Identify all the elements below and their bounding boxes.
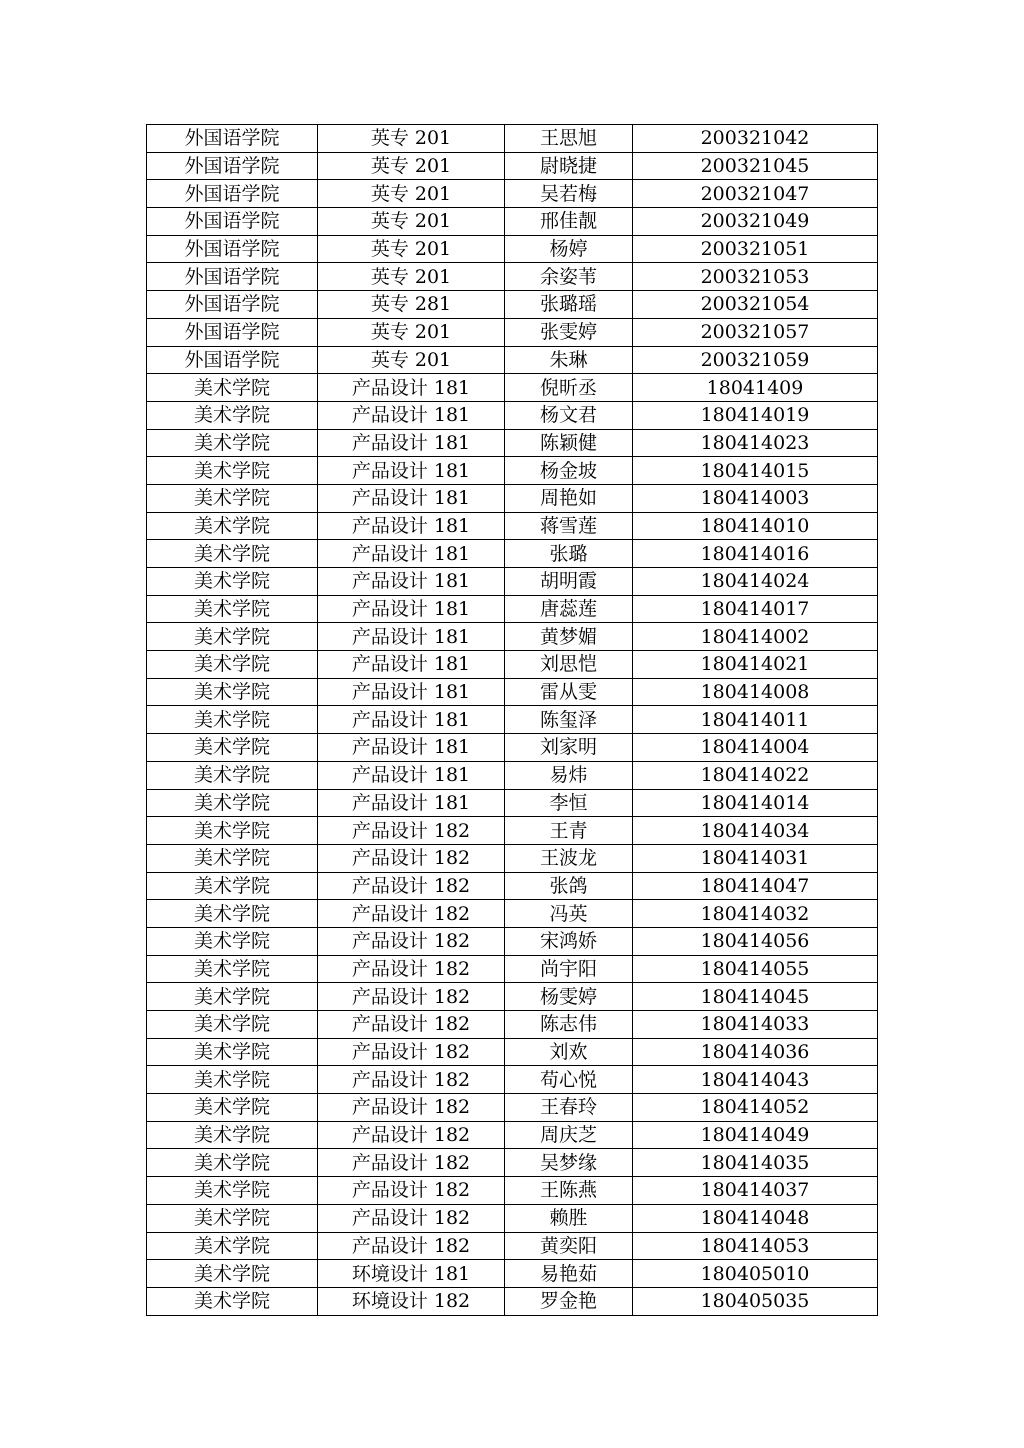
student-name-cell: 王思旭: [505, 125, 633, 153]
class-cell: 产品设计 181: [318, 734, 505, 762]
class-cell: 环境设计 181: [318, 1260, 505, 1288]
class-cell: 产品设计 182: [318, 1066, 505, 1094]
class-cell: 产品设计 181: [318, 429, 505, 457]
table-row: [147, 1260, 878, 1288]
college-cell: 外国语学院: [147, 125, 318, 153]
student-name-cell: 黄奕阳: [505, 1232, 633, 1260]
student-name-cell: 易艳茹: [505, 1260, 633, 1288]
student-id-cell: 180414036: [633, 1038, 878, 1066]
college-cell: 美术学院: [147, 1011, 318, 1039]
student-name-cell: 邢佳靓: [505, 208, 633, 236]
class-cell: 英专 201: [318, 208, 505, 236]
table-row: [147, 401, 878, 429]
student-id-cell: 180414010: [633, 512, 878, 540]
college-cell: 美术学院: [147, 900, 318, 928]
table-row: [147, 318, 878, 346]
class-cell: 英专 201: [318, 125, 505, 153]
student-name-cell: 周艳如: [505, 484, 633, 512]
student-id-cell: 180414035: [633, 1149, 878, 1177]
table-row: [147, 623, 878, 651]
table-row: [147, 180, 878, 208]
table-row: [147, 429, 878, 457]
student-id-cell: 180414004: [633, 734, 878, 762]
student-id-cell: 200321059: [633, 346, 878, 374]
college-cell: 美术学院: [147, 844, 318, 872]
table-row: [147, 789, 878, 817]
student-id-cell: 180414055: [633, 955, 878, 983]
table-row: [147, 955, 878, 983]
table-row: [147, 983, 878, 1011]
student-name-cell: 唐蕊莲: [505, 595, 633, 623]
student-id-cell: 180414049: [633, 1121, 878, 1149]
college-cell: 外国语学院: [147, 235, 318, 263]
class-cell: 产品设计 181: [318, 540, 505, 568]
college-cell: 外国语学院: [147, 318, 318, 346]
college-cell: 外国语学院: [147, 180, 318, 208]
college-cell: 外国语学院: [147, 152, 318, 180]
table-row: [147, 457, 878, 485]
college-cell: 美术学院: [147, 457, 318, 485]
college-cell: 美术学院: [147, 429, 318, 457]
student-name-cell: 张璐: [505, 540, 633, 568]
student-id-cell: 200321049: [633, 208, 878, 236]
table-row: [147, 484, 878, 512]
student-id-cell: 180414008: [633, 678, 878, 706]
student-id-cell: 180414019: [633, 401, 878, 429]
college-cell: 美术学院: [147, 983, 318, 1011]
class-cell: 产品设计 182: [318, 844, 505, 872]
class-cell: 产品设计 182: [318, 983, 505, 1011]
student-name-cell: 易炜: [505, 761, 633, 789]
student-id-cell: 180414052: [633, 1094, 878, 1122]
class-cell: 英专 201: [318, 263, 505, 291]
student-name-cell: 杨婷: [505, 235, 633, 263]
student-id-cell: 180414023: [633, 429, 878, 457]
student-id-cell: 180414016: [633, 540, 878, 568]
table-row: [147, 235, 878, 263]
student-name-cell: 王波龙: [505, 844, 633, 872]
student-id-cell: 180405010: [633, 1260, 878, 1288]
student-id-cell: 200321042: [633, 125, 878, 153]
table-row: [147, 734, 878, 762]
student-name-cell: 杨金坡: [505, 457, 633, 485]
table-row: [147, 1011, 878, 1039]
class-cell: 产品设计 181: [318, 623, 505, 651]
college-cell: 美术学院: [147, 789, 318, 817]
student-name-cell: 杨文君: [505, 401, 633, 429]
class-cell: 产品设计 181: [318, 651, 505, 679]
table-row: [147, 1204, 878, 1232]
college-cell: 美术学院: [147, 734, 318, 762]
college-cell: 美术学院: [147, 761, 318, 789]
table-row: [147, 125, 878, 153]
student-id-cell: 180414022: [633, 761, 878, 789]
table-row: [147, 651, 878, 679]
college-cell: 美术学院: [147, 1121, 318, 1149]
college-cell: 美术学院: [147, 484, 318, 512]
class-cell: 英专 201: [318, 180, 505, 208]
student-id-cell: 180414014: [633, 789, 878, 817]
college-cell: 美术学院: [147, 568, 318, 596]
table-row: [147, 1038, 878, 1066]
student-name-cell: 倪昕丞: [505, 374, 633, 402]
table-row: [147, 263, 878, 291]
class-cell: 产品设计 182: [318, 927, 505, 955]
table-row: [147, 540, 878, 568]
college-cell: 美术学院: [147, 623, 318, 651]
class-cell: 产品设计 181: [318, 484, 505, 512]
student-id-cell: 18041409: [633, 374, 878, 402]
college-cell: 美术学院: [147, 1287, 318, 1315]
student-roster-body: [147, 125, 878, 1316]
student-name-cell: 黄梦媚: [505, 623, 633, 651]
class-cell: 英专 281: [318, 291, 505, 319]
student-name-cell: 陈颖健: [505, 429, 633, 457]
student-name-cell: 刘欢: [505, 1038, 633, 1066]
table-row: [147, 927, 878, 955]
student-name-cell: 张雯婷: [505, 318, 633, 346]
table-row: [147, 595, 878, 623]
student-id-cell: 180414015: [633, 457, 878, 485]
student-id-cell: 200321053: [633, 263, 878, 291]
student-id-cell: 180414047: [633, 872, 878, 900]
table-row: [147, 872, 878, 900]
student-id-cell: 180414031: [633, 844, 878, 872]
class-cell: 英专 201: [318, 346, 505, 374]
student-name-cell: 杨雯婷: [505, 983, 633, 1011]
college-cell: 外国语学院: [147, 346, 318, 374]
college-cell: 美术学院: [147, 872, 318, 900]
class-cell: 产品设计 182: [318, 1177, 505, 1205]
college-cell: 美术学院: [147, 1204, 318, 1232]
class-cell: 英专 201: [318, 235, 505, 263]
class-cell: 产品设计 182: [318, 1094, 505, 1122]
college-cell: 美术学院: [147, 955, 318, 983]
college-cell: 外国语学院: [147, 291, 318, 319]
student-id-cell: 180414011: [633, 706, 878, 734]
table-row: [147, 844, 878, 872]
college-cell: 美术学院: [147, 1094, 318, 1122]
class-cell: 产品设计 181: [318, 568, 505, 596]
college-cell: 美术学院: [147, 512, 318, 540]
class-cell: 产品设计 182: [318, 1011, 505, 1039]
class-cell: 产品设计 181: [318, 401, 505, 429]
student-name-cell: 胡明霞: [505, 568, 633, 596]
student-id-cell: 180414053: [633, 1232, 878, 1260]
student-name-cell: 陈志伟: [505, 1011, 633, 1039]
table-row: [147, 1121, 878, 1149]
student-id-cell: 180414037: [633, 1177, 878, 1205]
class-cell: 产品设计 181: [318, 374, 505, 402]
table-row: [147, 1149, 878, 1177]
table-row: [147, 1066, 878, 1094]
college-cell: 外国语学院: [147, 263, 318, 291]
student-id-cell: 200321057: [633, 318, 878, 346]
student-id-cell: 180414056: [633, 927, 878, 955]
college-cell: 美术学院: [147, 1232, 318, 1260]
class-cell: 产品设计 181: [318, 789, 505, 817]
student-id-cell: 200321047: [633, 180, 878, 208]
class-cell: 产品设计 181: [318, 761, 505, 789]
student-id-cell: 200321045: [633, 152, 878, 180]
class-cell: 产品设计 182: [318, 872, 505, 900]
student-name-cell: 张鸽: [505, 872, 633, 900]
student-name-cell: 王青: [505, 817, 633, 845]
student-name-cell: 尉晓捷: [505, 152, 633, 180]
college-cell: 外国语学院: [147, 208, 318, 236]
student-name-cell: 刘家明: [505, 734, 633, 762]
college-cell: 美术学院: [147, 374, 318, 402]
student-id-cell: 180414003: [633, 484, 878, 512]
table-row: [147, 512, 878, 540]
student-name-cell: 雷从雯: [505, 678, 633, 706]
college-cell: 美术学院: [147, 678, 318, 706]
student-name-cell: 王春玲: [505, 1094, 633, 1122]
student-name-cell: 刘思恺: [505, 651, 633, 679]
student-id-cell: 180414002: [633, 623, 878, 651]
student-name-cell: 余姿苇: [505, 263, 633, 291]
student-name-cell: 宋鸿娇: [505, 927, 633, 955]
student-name-cell: 冯英: [505, 900, 633, 928]
student-name-cell: 周庆芝: [505, 1121, 633, 1149]
class-cell: 产品设计 181: [318, 512, 505, 540]
class-cell: 产品设计 182: [318, 1149, 505, 1177]
student-roster-table: [146, 124, 878, 1316]
class-cell: 产品设计 181: [318, 678, 505, 706]
table-row: [147, 706, 878, 734]
student-id-cell: 200321054: [633, 291, 878, 319]
class-cell: 英专 201: [318, 318, 505, 346]
class-cell: 产品设计 182: [318, 817, 505, 845]
table-row: [147, 1177, 878, 1205]
student-id-cell: 180414021: [633, 651, 878, 679]
student-name-cell: 吴若梅: [505, 180, 633, 208]
table-row: [147, 761, 878, 789]
student-name-cell: 张璐瑶: [505, 291, 633, 319]
student-id-cell: 180414034: [633, 817, 878, 845]
class-cell: 产品设计 182: [318, 955, 505, 983]
class-cell: 产品设计 182: [318, 1204, 505, 1232]
student-id-cell: 180414032: [633, 900, 878, 928]
college-cell: 美术学院: [147, 1066, 318, 1094]
class-cell: 产品设计 181: [318, 457, 505, 485]
college-cell: 美术学院: [147, 401, 318, 429]
table-row: [147, 900, 878, 928]
student-id-cell: 180414033: [633, 1011, 878, 1039]
table-row: [147, 208, 878, 236]
college-cell: 美术学院: [147, 540, 318, 568]
student-name-cell: 尚宇阳: [505, 955, 633, 983]
student-name-cell: 陈玺泽: [505, 706, 633, 734]
student-id-cell: 200321051: [633, 235, 878, 263]
class-cell: 环境设计 182: [318, 1287, 505, 1315]
table-row: [147, 374, 878, 402]
college-cell: 美术学院: [147, 927, 318, 955]
class-cell: 英专 201: [318, 152, 505, 180]
table-row: [147, 291, 878, 319]
class-cell: 产品设计 182: [318, 1038, 505, 1066]
student-name-cell: 王陈燕: [505, 1177, 633, 1205]
class-cell: 产品设计 181: [318, 595, 505, 623]
table-row: [147, 1287, 878, 1315]
college-cell: 美术学院: [147, 706, 318, 734]
class-cell: 产品设计 182: [318, 1121, 505, 1149]
college-cell: 美术学院: [147, 1177, 318, 1205]
student-id-cell: 180414043: [633, 1066, 878, 1094]
table-row: [147, 678, 878, 706]
student-name-cell: 罗金艳: [505, 1287, 633, 1315]
student-name-cell: 李恒: [505, 789, 633, 817]
college-cell: 美术学院: [147, 595, 318, 623]
student-id-cell: 180414045: [633, 983, 878, 1011]
college-cell: 美术学院: [147, 817, 318, 845]
class-cell: 产品设计 181: [318, 706, 505, 734]
student-name-cell: 赖胜: [505, 1204, 633, 1232]
student-id-cell: 180414017: [633, 595, 878, 623]
class-cell: 产品设计 182: [318, 1232, 505, 1260]
table-row: [147, 1232, 878, 1260]
college-cell: 美术学院: [147, 651, 318, 679]
student-name-cell: 苟心悦: [505, 1066, 633, 1094]
table-row: [147, 568, 878, 596]
student-id-cell: 180414024: [633, 568, 878, 596]
student-name-cell: 吴梦缘: [505, 1149, 633, 1177]
table-row: [147, 1094, 878, 1122]
class-cell: 产品设计 182: [318, 900, 505, 928]
table-row: [147, 346, 878, 374]
student-name-cell: 蒋雪莲: [505, 512, 633, 540]
table-row: [147, 152, 878, 180]
student-name-cell: 朱琳: [505, 346, 633, 374]
college-cell: 美术学院: [147, 1149, 318, 1177]
college-cell: 美术学院: [147, 1038, 318, 1066]
student-id-cell: 180414048: [633, 1204, 878, 1232]
student-id-cell: 180405035: [633, 1287, 878, 1315]
college-cell: 美术学院: [147, 1260, 318, 1288]
table-row: [147, 817, 878, 845]
